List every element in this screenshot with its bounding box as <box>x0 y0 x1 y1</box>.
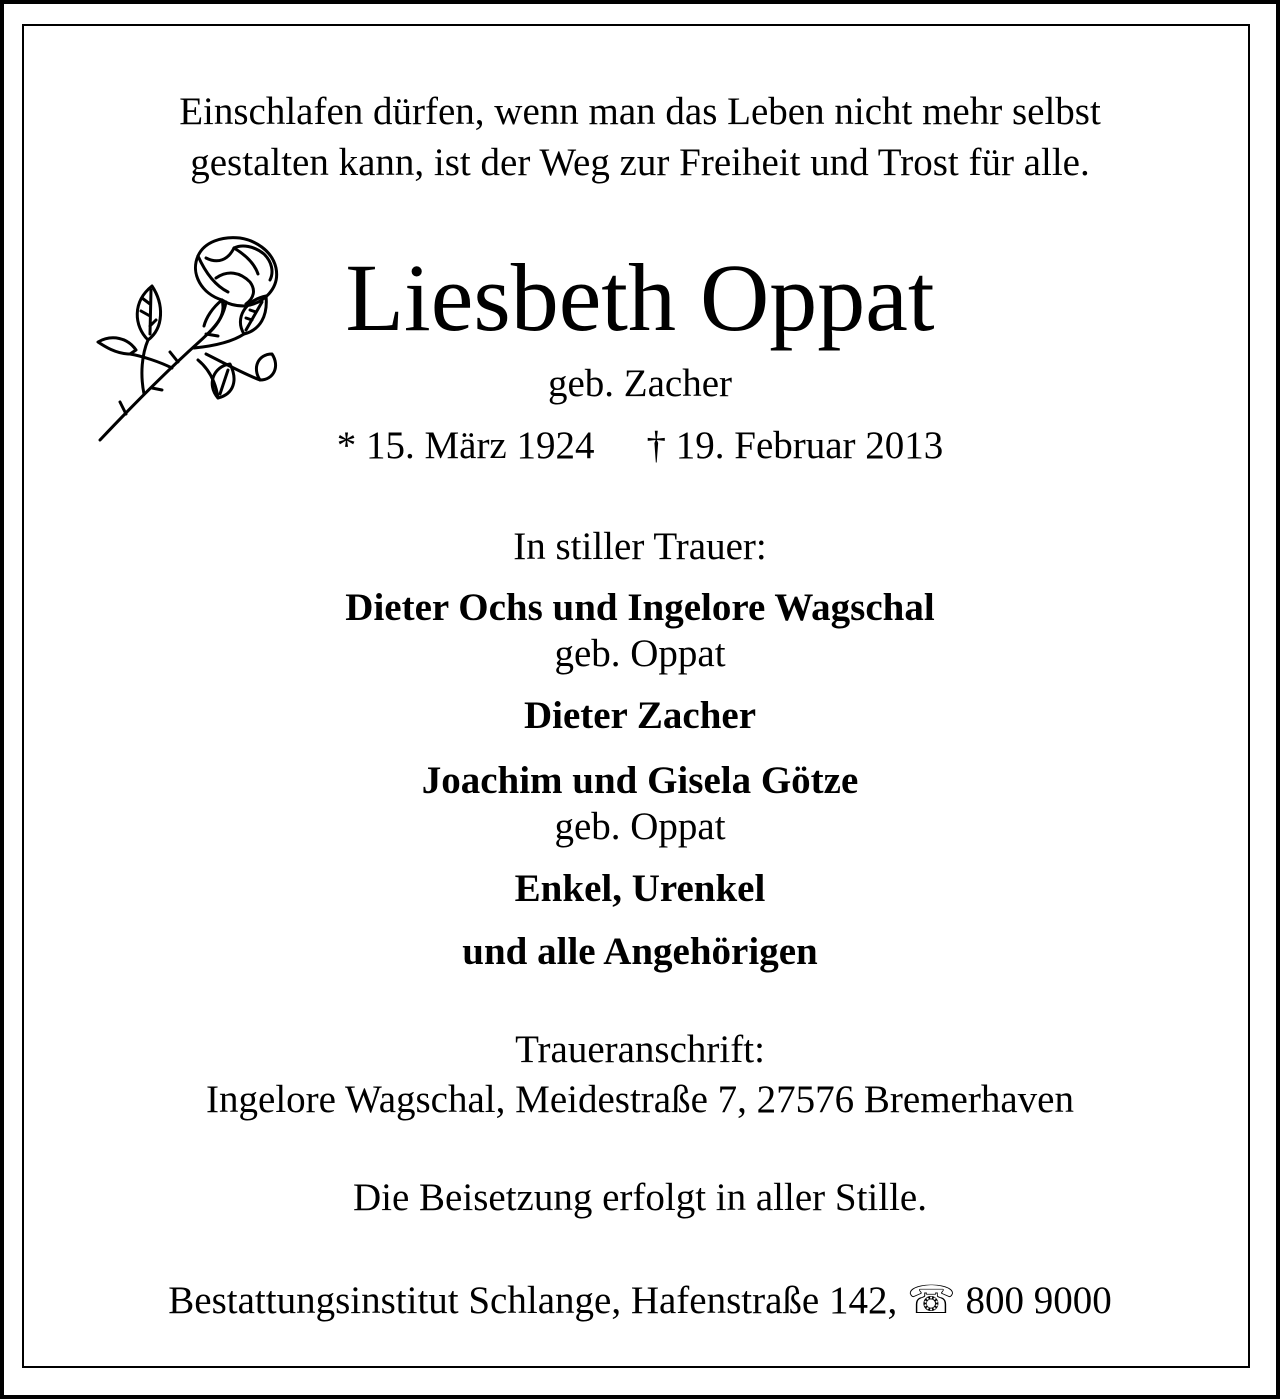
deceased-name: Liesbeth Oppat <box>345 244 935 351</box>
mourner-3-note: geb. Oppat <box>554 805 726 848</box>
burial-note: Die Beisetzung erfolgt in aller Stille. <box>352 1176 927 1219</box>
address-text: Ingelore Wagschal, Meidestraße 7, 27576 Bremerhaven <box>206 1078 1074 1121</box>
mourner-5-name: und alle Angehörigen <box>462 930 818 973</box>
mourner-4-name: Enkel, Urenkel <box>514 867 766 910</box>
maiden-name: geb. Zacher <box>547 362 733 405</box>
quote-line-1: Einschlafen dürfen, wenn man das Leben nicht mehr selbst <box>179 90 1101 133</box>
birth-date: * 15. März 1924 <box>336 424 595 467</box>
death-date: † 19. Februar 2013 <box>646 424 944 467</box>
mourner-2-name: Dieter Zacher <box>523 694 757 737</box>
address-label: Traueranschrift: <box>515 1028 765 1071</box>
quote-line-2: gestalten kann, ist der Weg zur Freiheit und Trost für alle. <box>190 141 1090 184</box>
mourner-1-name: Dieter Ochs und Ingelore Wagschal <box>345 586 935 629</box>
mourner-1-note: geb. Oppat <box>554 632 726 675</box>
life-dates <box>0 426 1280 465</box>
mourning-label: In stiller Trauer: <box>513 525 767 568</box>
mourner-3-name: Joachim und Gisela Götze <box>421 759 859 802</box>
funeral-home: Bestattungsinstitut Schlange, Hafenstraße 142, ☏ 800 9000 <box>168 1279 1112 1322</box>
